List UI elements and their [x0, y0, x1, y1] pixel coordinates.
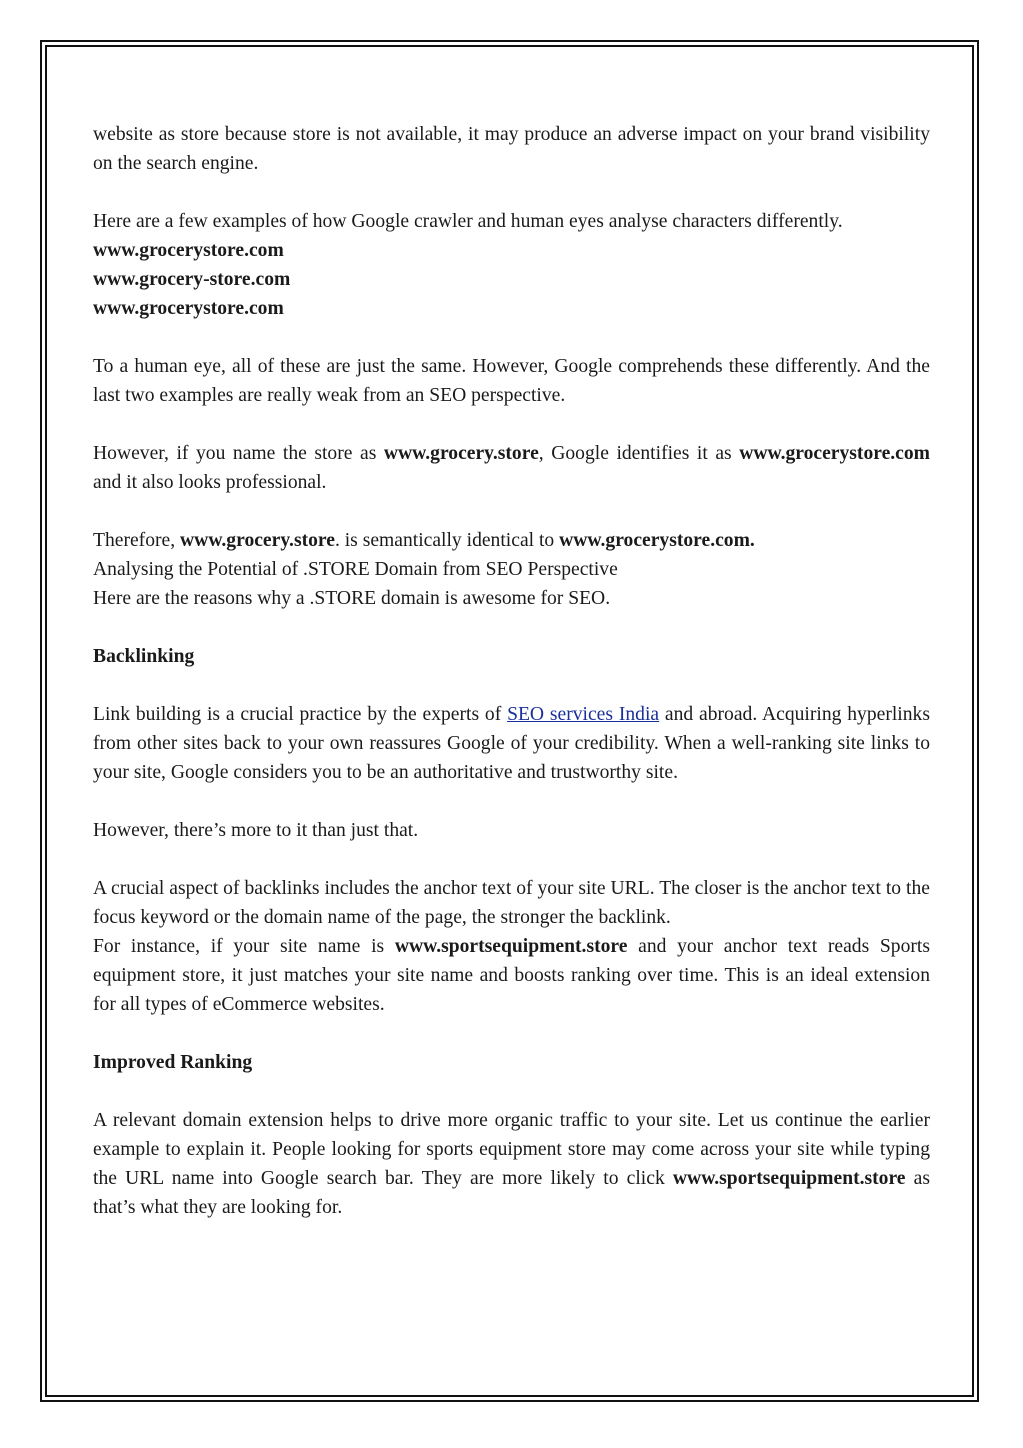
paragraph-human-eye: To a human eye, all of these are just the same. However, Google comprehends these differently. And the last two examples are really weak from an SEO perspective.	[93, 356, 930, 406]
analysing-heading-line: Analysing the Potential of .STORE Domain from SEO Perspective	[93, 559, 618, 580]
domain-grocery-store: www.grocery.store	[383, 443, 539, 464]
paragraph-therefore: Therefore, www.grocery.store. is semantically identical to www.grocerystore.com. Analysing the Potential of .STORE Domain from SEO Perspective Here are the reasons why a .STORE domain is awesome for SEO.	[93, 526, 930, 613]
example-domain: www.grocerystore.com	[93, 240, 284, 261]
example-domain-list	[93, 236, 930, 323]
paragraph-anchor-text: A crucial aspect of backlinks includes the anchor text of your site URL. The closer is the anchor text to the focus keyword or the domain name of the page, the stronger the backlink. For instance, if your site name is www.sportsequipment.store and your anchor text reads Sports equipment store, it just matches your site name and boosts ranking over time. This is an ideal extension for all types of eCommerce websites.	[93, 878, 930, 1015]
domain-sportsequipment-store: www.sportsequipment.store	[672, 1168, 906, 1189]
paragraph-examples-intro: Here are a few examples of how Google crawler and human eyes analyse characters differently.	[93, 211, 843, 232]
seo-services-india-link[interactable]: SEO services India	[507, 704, 660, 725]
example-domain: www.grocery-store.com	[93, 269, 291, 290]
document-body	[93, 120, 930, 1251]
paragraph-organic-traffic: A relevant domain extension helps to drive more organic traffic to your site. Let us continue the earlier example to explain it. People looking for sports equipment store may come across your site while typing the URL name into Google search bar. They are more likely to click www.sportsequipment.store as that’s what they are looking for.	[93, 1110, 930, 1218]
heading-backlinking: Backlinking	[93, 646, 195, 667]
example-domain: www.grocerystore.com	[93, 298, 284, 319]
domain-sportsequipment-store: www.sportsequipment.store	[394, 936, 628, 957]
reasons-line: Here are the reasons why a .STORE domain is awesome for SEO.	[93, 588, 611, 609]
domain-grocerystore-com: www.grocerystore.com	[739, 443, 930, 464]
heading-improved-ranking: Improved Ranking	[93, 1052, 253, 1073]
paragraph-grocery-store: However, if you name the store as www.grocery.store, Google identifies it as www.grocerystore.com and it also looks professional.	[93, 443, 930, 493]
paragraph-more-to-it: However, there’s more to it than just that.	[93, 820, 419, 841]
paragraph-link-building: Link building is a crucial practice by the experts of SEO services India and abroad. Acquiring hyperlinks from other sites back to your own reassures Google of your credibility. When a well-ranking site links to your site, Google considers you to be an authoritative and trustworthy site.	[93, 704, 930, 783]
paragraph-store-visibility: website as store because store is not available, it may produce an adverse impact on your brand visibility on the search engine.	[93, 124, 930, 174]
